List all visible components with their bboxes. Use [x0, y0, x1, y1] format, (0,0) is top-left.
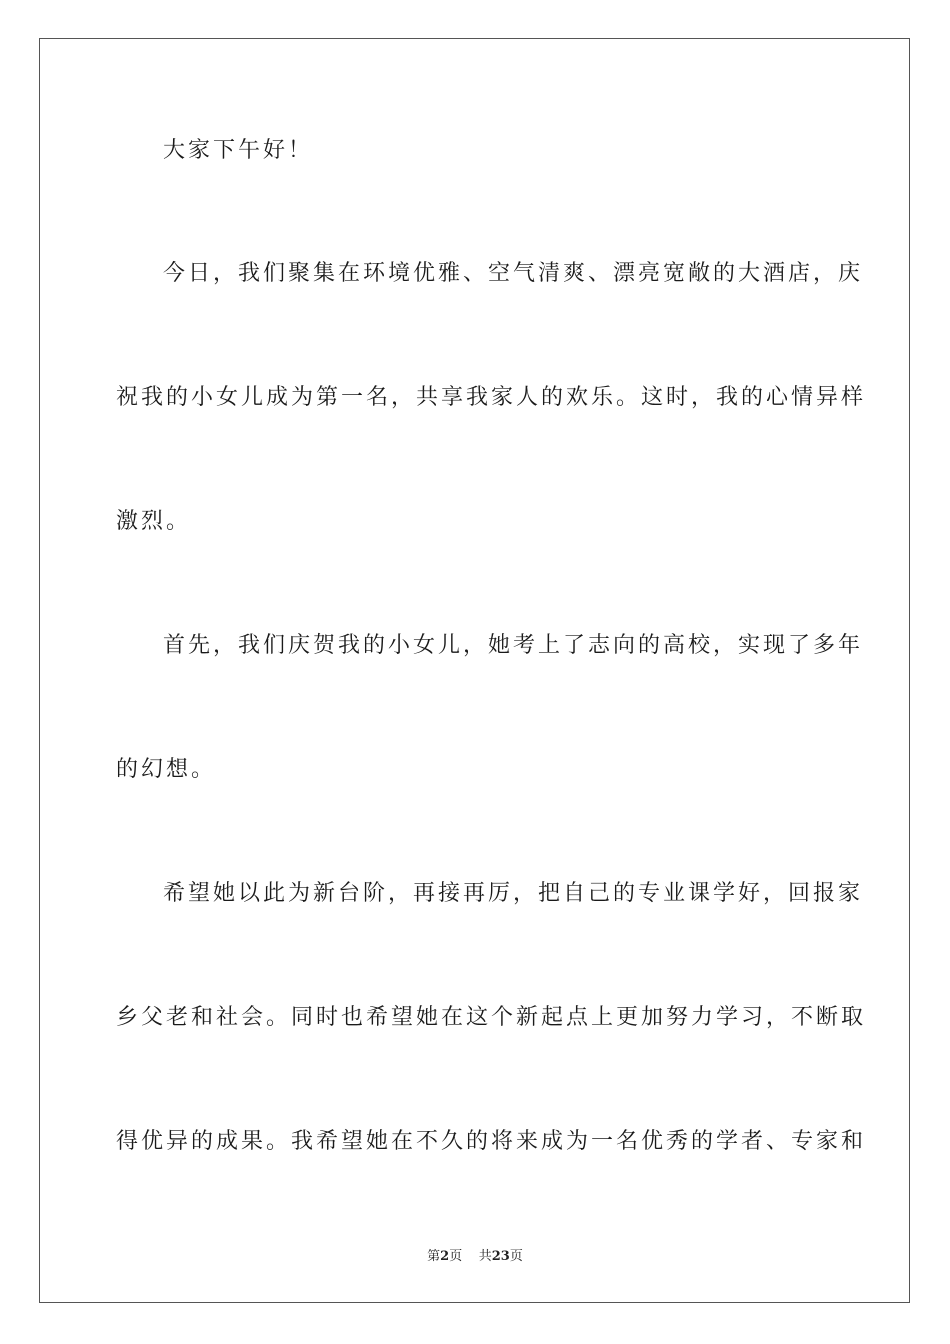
footer-page-number: 2 [440, 1249, 450, 1264]
footer-total-suffix: 页 [509, 1249, 523, 1264]
paragraph-3-line-3: 得优异的成果。我希望她在不久的将来成为一名优秀的学者、专家和 [116, 1129, 867, 1154]
paragraph-1-line-1: 今日，我们聚集在环境优雅、空气清爽、漂亮宽敞的大酒店，庆 [163, 261, 864, 286]
paragraph-2-line-2: 的幻想。 [116, 757, 217, 782]
footer-page-suffix: 页 [449, 1249, 463, 1264]
paragraph-3-line-2: 乡父老和社会。同时也希望她在这个新起点上更加努力学习，不断取 [116, 1005, 867, 1030]
page-border [39, 38, 910, 1303]
page-footer [0, 1248, 950, 1266]
paragraph-1-line-3: 激烈。 [116, 509, 192, 534]
footer-total-prefix: 共 [478, 1249, 492, 1264]
paragraph-1-line-2: 祝我的小女儿成为第一名，共享我家人的欢乐。这时，我的心情异样 [116, 385, 867, 410]
footer-page-prefix: 第 [427, 1249, 441, 1264]
footer-total-pages: 23 [491, 1249, 510, 1264]
greeting-line: 大家下午好！ [163, 138, 314, 163]
paragraph-3-line-1: 希望她以此为新台阶，再接再厉，把自己的专业课学好，回报家 [163, 881, 864, 906]
paragraph-2-line-1: 首先，我们庆贺我的小女儿，她考上了志向的高校，实现了多年 [163, 633, 864, 658]
